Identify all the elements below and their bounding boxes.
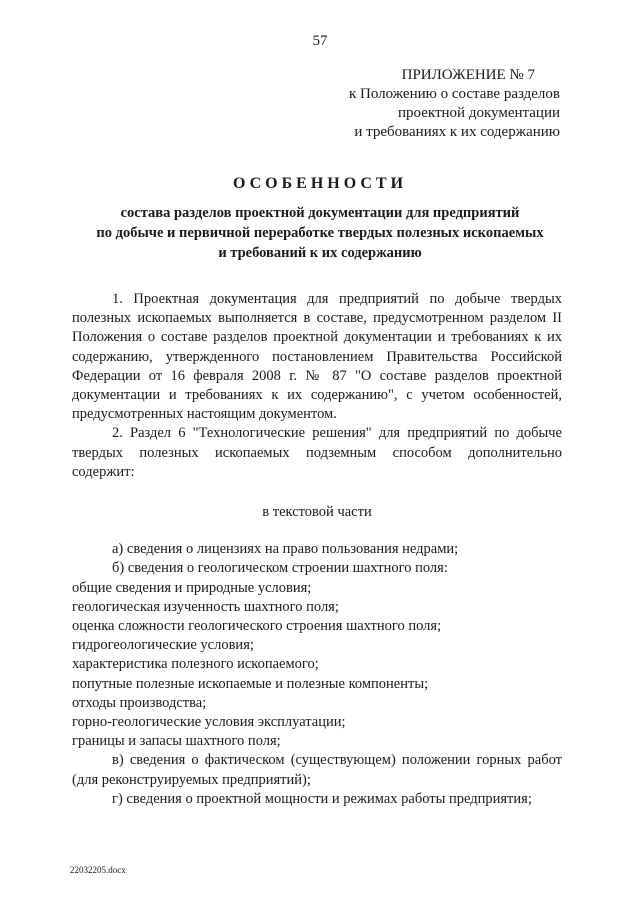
appendix-line: и требованиях к их содержанию <box>354 124 560 140</box>
list-item: общие сведения и природные условия; <box>72 579 312 596</box>
subtitle-line: и требований к их содержанию <box>218 245 422 261</box>
document-body <box>72 290 562 809</box>
paragraph: 1. Проектная документация для предприятий по добыче твердых полезных ископаемых выполняется в составе, предусмотренном разделом II Положения о составе разделов проектной документации и требованиях к их содержанию, утвержденного постановлением Правительства Российской Федерации от 16 февраля 2008 г. № 87 "О составе разделов проектной документации и требованиях к их содержанию", с учетом особенностей, предусмотренных настоящим документом. <box>72 291 562 423</box>
subtitle-line: состава разделов проектной документации для предприятий <box>120 205 520 221</box>
appendix-title: ПРИЛОЖЕНИЕ № 7 <box>401 67 535 83</box>
appendix-line: к Положению о составе разделов <box>348 86 560 102</box>
appendix-line: проектной документации <box>398 105 560 121</box>
list-item: оценка сложности геологического строения шахтного поля; <box>72 618 442 635</box>
list-item: г) сведения о проектной мощности и режимах работы предприятия; <box>112 790 532 807</box>
list-item: попутные полезные ископаемые и полезные компоненты; <box>72 675 429 692</box>
list-item: геологическая изученность шахтного поля; <box>72 598 339 615</box>
list-item: характеристика полезного ископаемого; <box>72 656 319 673</box>
list-item: отходы производства; <box>72 694 207 711</box>
list-item: в) сведения о фактическом (существующем) положении горных работ (для реконструируемых предприятий); <box>72 752 562 788</box>
list-item: горно-геологические условия эксплуатации; <box>72 714 346 731</box>
list-item: б) сведения о геологическом строении шахтного поля: <box>112 560 448 577</box>
page-number: 57 <box>312 33 328 49</box>
main-title: ОСОБЕННОСТИ <box>232 175 408 192</box>
list-item: гидрогеологические условия; <box>72 637 254 654</box>
footer-filename: 22032205.docx <box>70 865 126 875</box>
subtitle <box>70 203 570 263</box>
subtitle-line: по добыче и первичной переработке твердых полезных ископаемых <box>96 225 544 241</box>
section-heading: в текстовой части <box>262 504 372 521</box>
list-item: границы и запасы шахтного поля; <box>72 733 281 750</box>
paragraph: 2. Раздел 6 "Технологические решения" для предприятий по добыче твердых полезных ископаемых подземным способом дополнительно содержит: <box>72 425 562 480</box>
list-item: а) сведения о лицензиях на право пользования недрами; <box>112 541 459 558</box>
appendix-header <box>300 66 560 142</box>
